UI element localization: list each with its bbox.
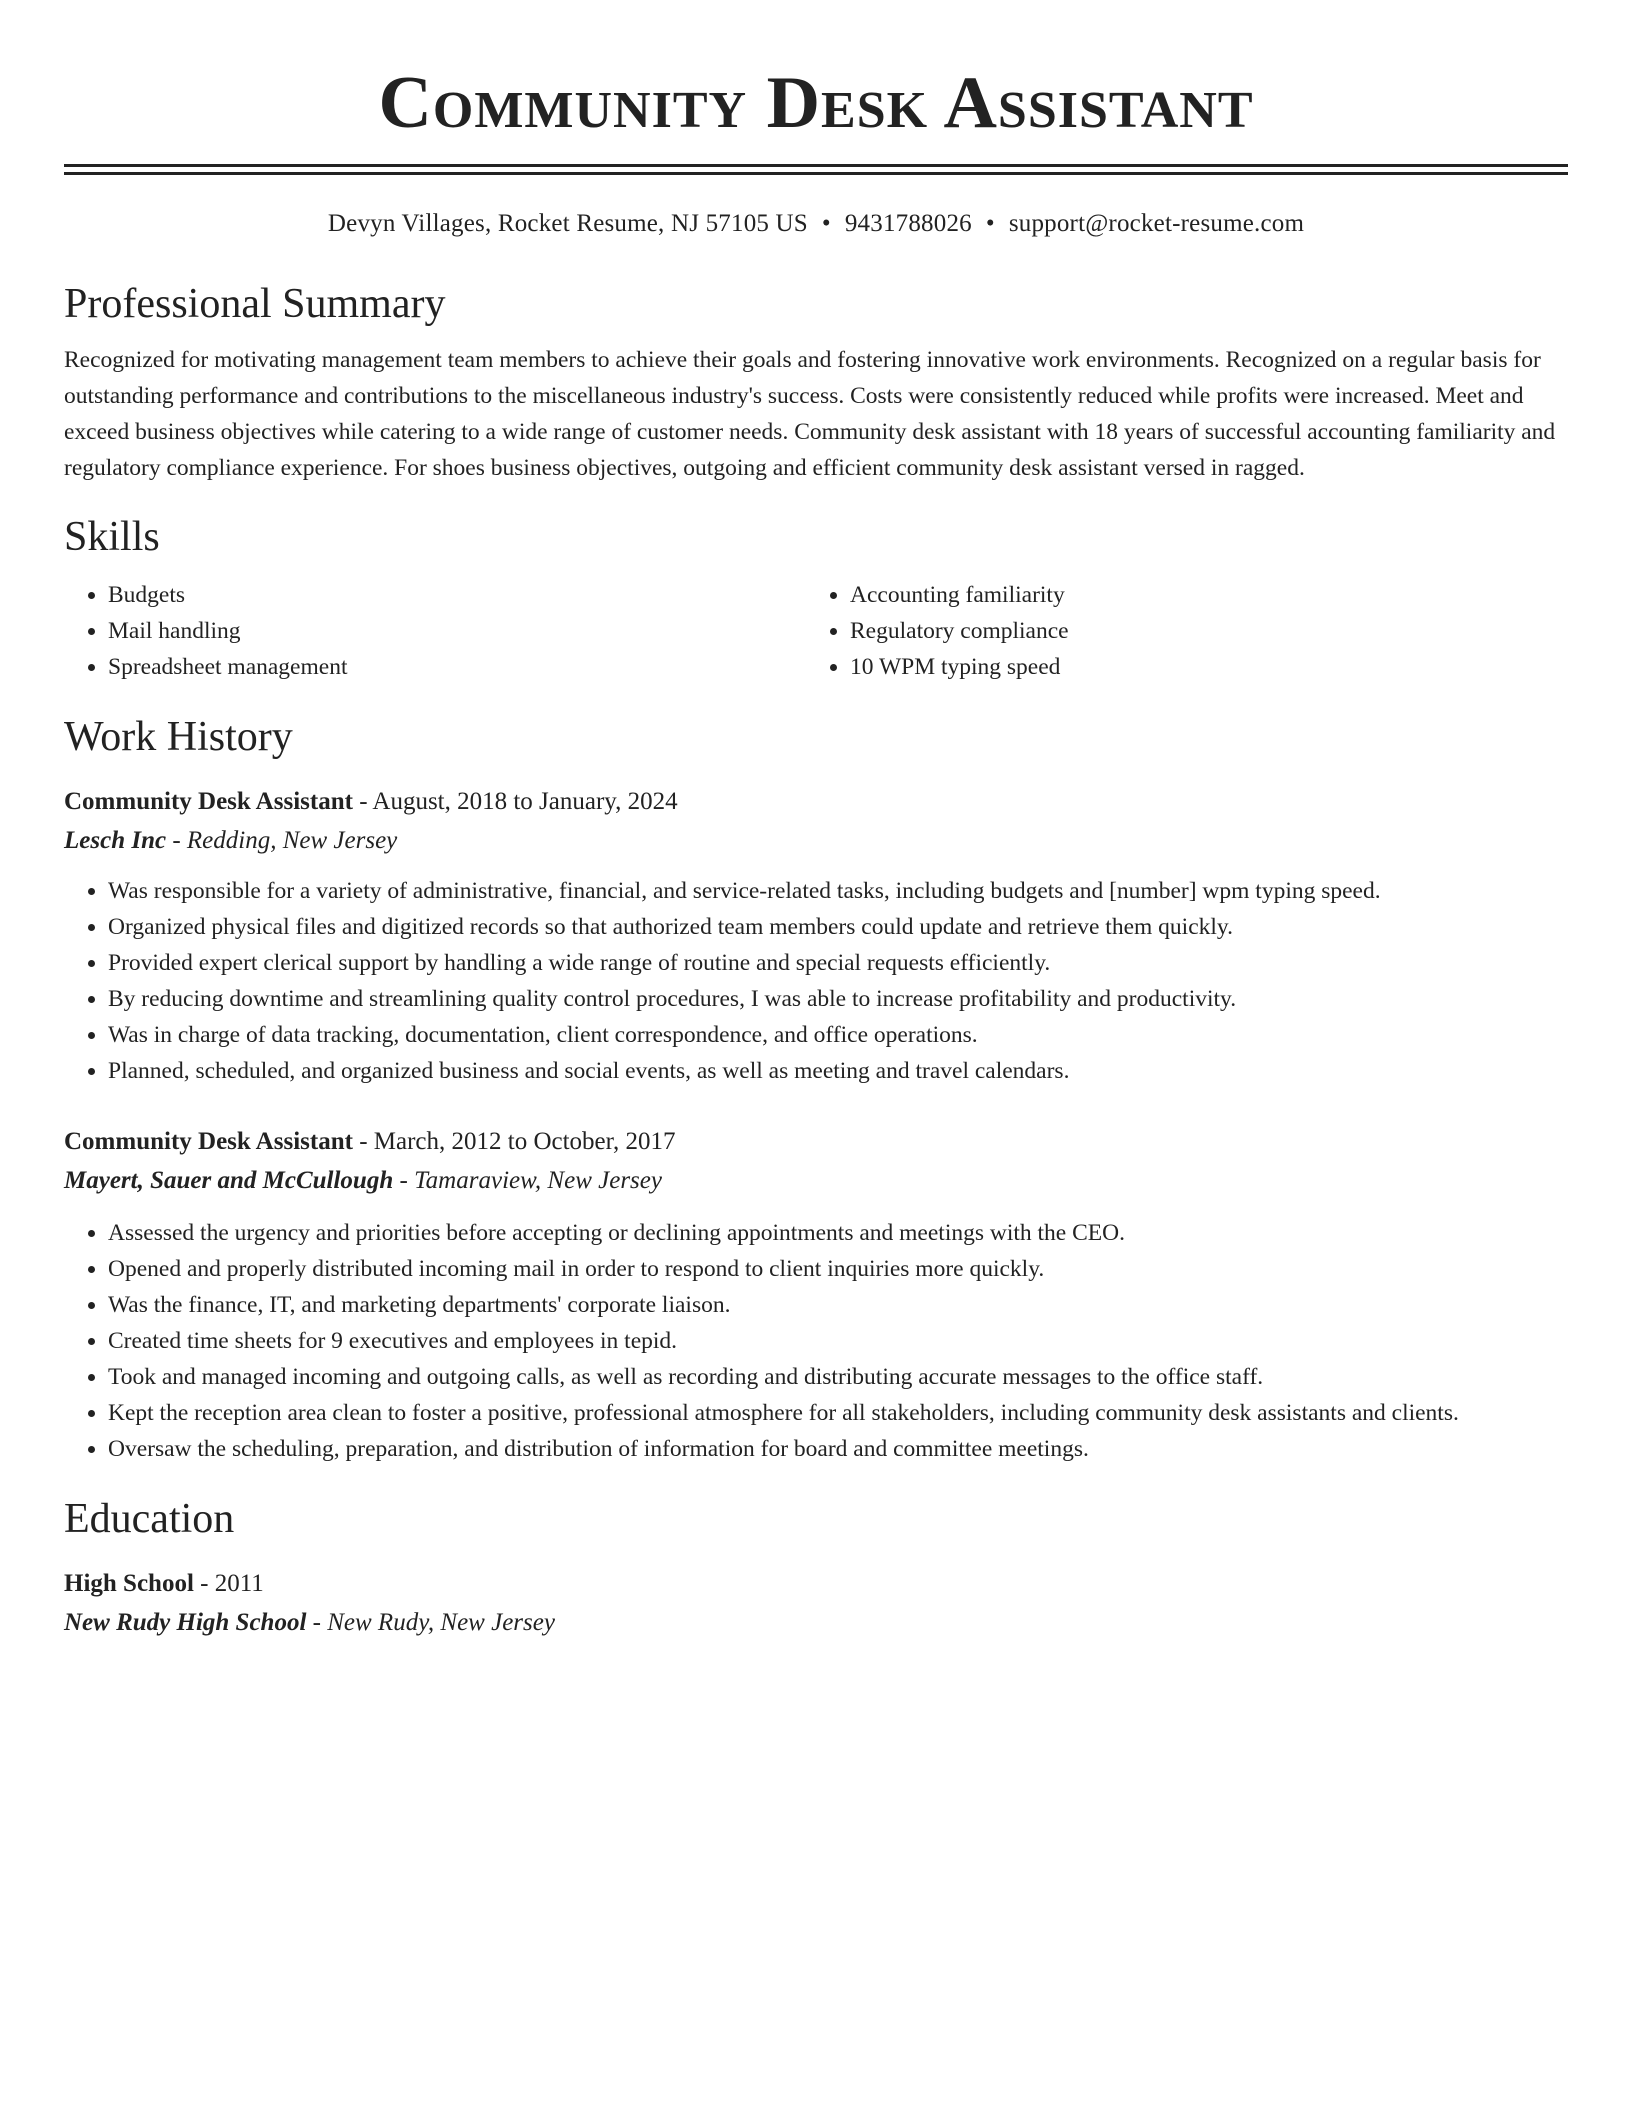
contact-separator: • bbox=[985, 210, 995, 237]
skill-item: • Budgets bbox=[108, 577, 806, 613]
job-company: Mayert, Sauer and McCullough bbox=[64, 1167, 394, 1194]
job-location: - Tamaraview, New Jersey bbox=[393, 1167, 662, 1194]
skill-item: • 10 WPM typing speed bbox=[850, 649, 1548, 685]
job-company-line bbox=[64, 821, 1568, 861]
contact-phone: 9431788026 bbox=[844, 210, 972, 237]
job-entry bbox=[64, 1123, 1568, 1467]
job-location: - Redding, New Jersey bbox=[166, 827, 398, 854]
summary-text: Recognized for motivating management team members to achieve their goals and fostering innovative work environments. Recognized on a regular basis for outstanding performance and contributions to the miscellaneous industry's success. Costs were consistently reduced while profits were increased. Meet and exceed business objectives while catering to a wide range of customer needs. Community desk assistant with 18 years of successful accounting familiarity and regulatory compliance experience. For shoes business objectives, outgoing and efficient community desk assistant versed in ragged. bbox=[64, 347, 1556, 481]
skill-item: • Spreadsheet management bbox=[108, 649, 806, 685]
job-title-line bbox=[64, 1123, 1568, 1161]
education-year: - 2011 bbox=[193, 1570, 264, 1597]
skills-column-right bbox=[806, 577, 1548, 685]
title-double-rule bbox=[64, 164, 1568, 175]
education-entry bbox=[64, 1565, 1568, 1643]
job-bullet: • Kept the reception area clean to foster a positive, professional atmosphere for all stakeholders, including community desk assistants and clients. bbox=[108, 1395, 1568, 1431]
job-title: Community Desk Assistant bbox=[64, 788, 353, 815]
skill-item: • Regulatory compliance bbox=[850, 613, 1548, 649]
job-bullet: • Was responsible for a variety of administrative, financial, and service-related tasks, including budgets and [number] wpm typing speed. bbox=[108, 873, 1568, 909]
job-dates: - March, 2012 to October, 2017 bbox=[352, 1128, 676, 1155]
job-bullet: • Was the finance, IT, and marketing departments' corporate liaison. bbox=[108, 1287, 1568, 1323]
job-bullet: • Planned, scheduled, and organized business and social events, as well as meeting and travel calendars. bbox=[108, 1053, 1568, 1089]
contact-address: Devyn Villages, Rocket Resume, NJ 57105 US bbox=[327, 210, 808, 237]
job-dates: - August, 2018 to January, 2024 bbox=[352, 788, 678, 815]
skills-column-left bbox=[64, 577, 806, 685]
resume-page bbox=[64, 0, 1568, 1643]
job-title: Community Desk Assistant bbox=[64, 1128, 353, 1155]
resume-title: Community Desk Assistant bbox=[378, 62, 1254, 144]
job-bullet: • Created time sheets for 9 executives and employees in tepid. bbox=[108, 1323, 1568, 1359]
job-bullet: • Organized physical files and digitized records so that authorized team members could update and retrieve them quickly. bbox=[108, 909, 1568, 945]
education-school: New Rudy High School bbox=[64, 1609, 307, 1636]
job-entry bbox=[64, 783, 1568, 1089]
job-title-line bbox=[64, 783, 1568, 821]
contact-line bbox=[64, 208, 1568, 240]
job-bullets bbox=[64, 1215, 1568, 1467]
skill-item: • Accounting familiarity bbox=[850, 577, 1548, 613]
skills-heading: Skills bbox=[64, 514, 160, 560]
job-bullet: • Provided expert clerical support by handling a wide range of routine and special requests efficiently. bbox=[108, 945, 1568, 981]
job-bullet: • Was in charge of data tracking, documentation, client correspondence, and office operations. bbox=[108, 1017, 1568, 1053]
education-degree-line bbox=[64, 1565, 1568, 1603]
education-heading: Education bbox=[64, 1496, 235, 1542]
job-bullet: • Assessed the urgency and priorities before accepting or declining appointments and meetings with the CEO. bbox=[108, 1215, 1568, 1251]
education-school-line bbox=[64, 1603, 1568, 1643]
job-bullet: • Took and managed incoming and outgoing calls, as well as recording and distributing accurate messages to the office staff. bbox=[108, 1359, 1568, 1395]
job-company-line bbox=[64, 1161, 1568, 1201]
job-bullet: • Opened and properly distributed incoming mail in order to respond to client inquiries more quickly. bbox=[108, 1251, 1568, 1287]
job-bullet: • Oversaw the scheduling, preparation, and distribution of information for board and committee meetings. bbox=[108, 1431, 1568, 1467]
education-location: - New Rudy, New Jersey bbox=[306, 1609, 555, 1636]
job-bullet: • By reducing downtime and streamlining quality control procedures, I was able to increase profitability and productivity. bbox=[108, 981, 1568, 1017]
skills-list bbox=[64, 577, 1568, 685]
job-bullets bbox=[64, 873, 1568, 1089]
skill-item: • Mail handling bbox=[108, 613, 806, 649]
summary-heading: Professional Summary bbox=[64, 281, 446, 327]
contact-email: support@rocket-resume.com bbox=[1008, 210, 1305, 237]
education-degree: High School bbox=[64, 1570, 194, 1597]
job-company: Lesch Inc bbox=[64, 827, 167, 854]
contact-separator: • bbox=[821, 210, 831, 237]
work-history-heading: Work History bbox=[64, 714, 293, 760]
